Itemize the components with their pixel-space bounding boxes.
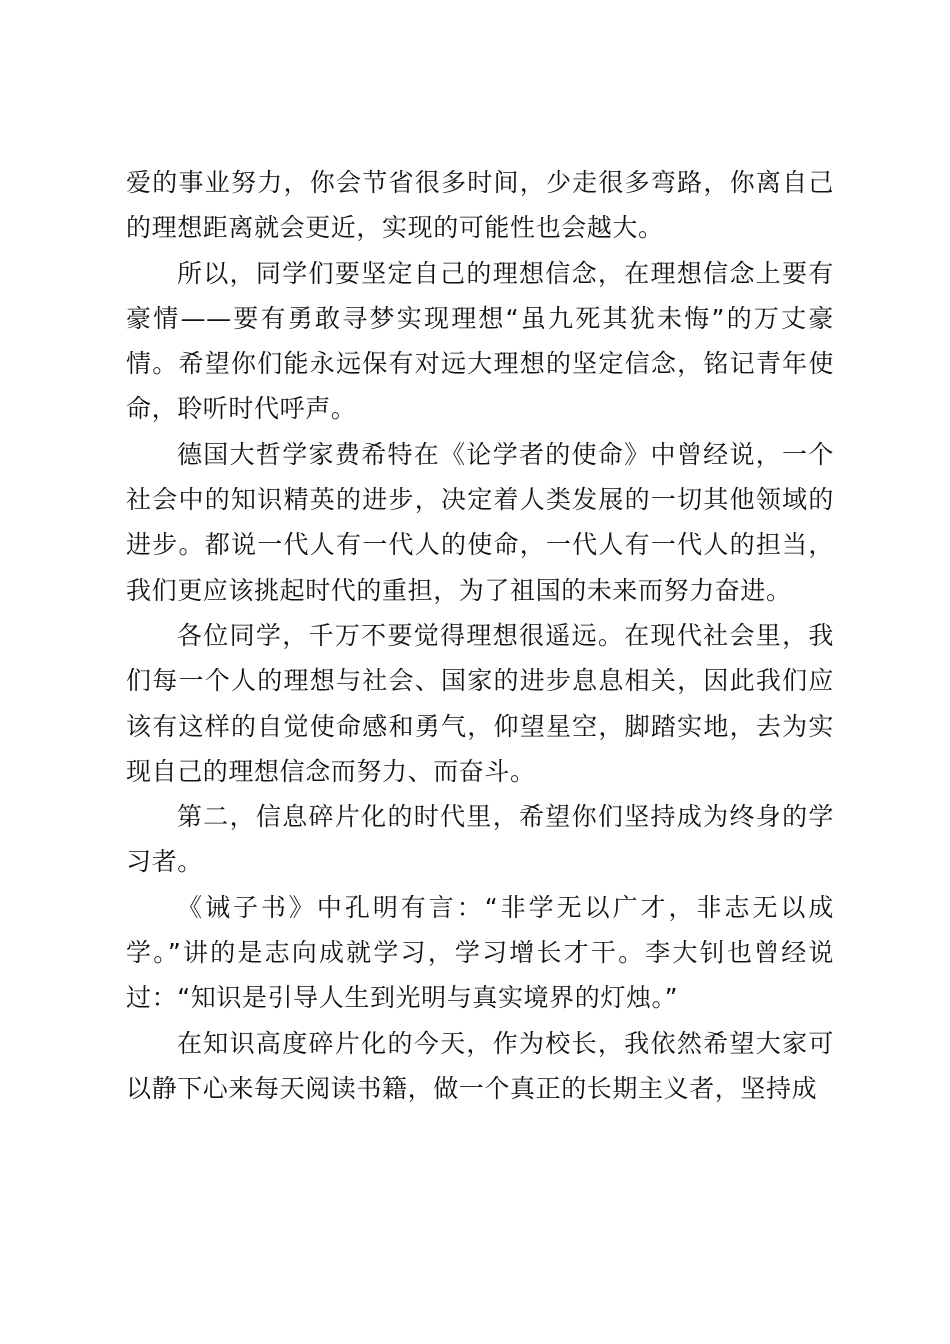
paragraph-5: 第二，信息碎片化的时代里，希望你们坚持成为终身的学习者。	[126, 802, 834, 877]
paragraph-7: 在知识高度碎片化的今天，作为校长，我依然希望大家可以静下心来每天阅读书籍，做一个真正的长期主义者，坚持成	[126, 1028, 834, 1103]
document-body	[126, 160, 834, 1111]
paragraph-2: 所以，同学们要坚定自己的理想信念，在理想信念上要有豪情——要有勇敢寻梦实现理想“虽九死其犹未悔”的万丈豪情。希望你们能永远保有对远大理想的坚定信念，铭记青年使命，聆听时代呼声。	[126, 258, 834, 424]
paragraph-3: 德国大哲学家费希特在《论学者的使命》中曾经说，一个社会中的知识精英的进步，决定着人类发展的一切其他领域的进步。都说一代人有一代人的使命，一代人有一代人的担当，我们更应该挑起时代的重担，为了祖国的未来而努力奋进。	[126, 439, 834, 605]
paragraph-4: 各位同学，千万不要觉得理想很遥远。在现代社会里，我们每一个人的理想与社会、国家的进步息息相关，因此我们应该有这样的自觉使命感和勇气，仰望星空，脚踏实地，去为实现自己的理想信念而努力、而奋斗。	[126, 620, 834, 786]
paragraph-1: 爱的事业努力，你会节省很多时间，少走很多弯路，你离自己的理想距离就会更近，实现的可能性也会越大。	[126, 168, 834, 243]
paragraph-6: 《诫子书》中孔明有言：“非学无以广才，非志无以成学。”讲的是志向成就学习，学习增长才干。李大钊也曾经说过：“知识是引导人生到光明与真实境界的灯烛。”	[126, 892, 834, 1013]
